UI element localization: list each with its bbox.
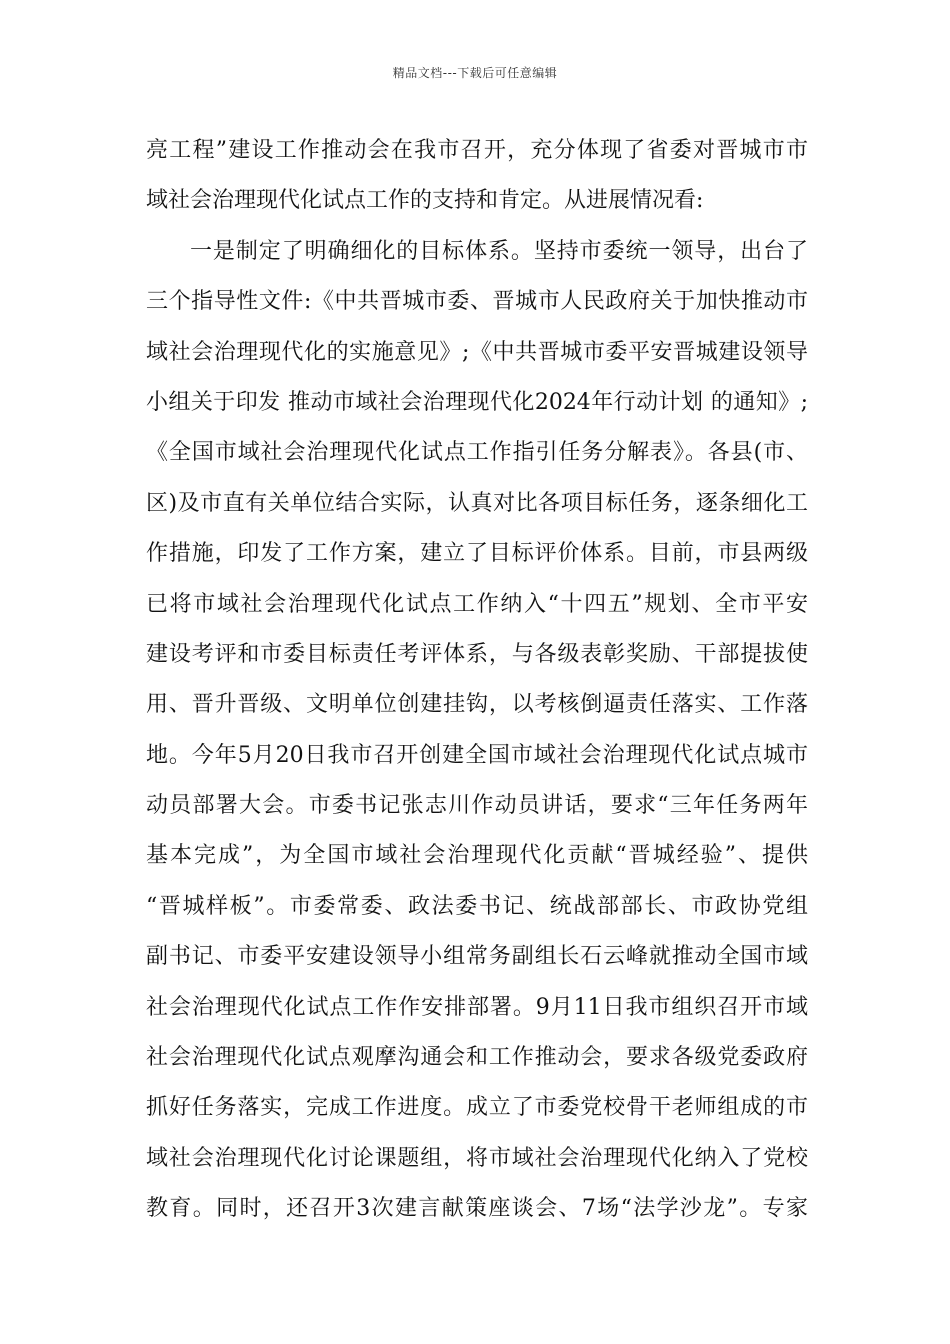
text-line: 三个指导性文件:《中共晋城市委、晋城市人民政府关于加快推动市: [146, 289, 808, 315]
page-header: 精品文档---下载后可任意编辑: [392, 66, 558, 80]
text-line: 动员部署大会。市委书记张志川作动员讲话，要求“三年任务两年: [146, 793, 808, 819]
text-line: 用、晋升晋级、文明单位创建挂钩，以考核倒逼责任落实、工作落: [146, 692, 808, 718]
text-line: 小组关于印发 推动市域社会治理现代化2024年行动计划 的通知》;: [146, 389, 808, 415]
text-line: 基本完成”，为全国市域社会治理现代化贡献“晋城经验”、提供: [146, 843, 808, 869]
text-line: 社会治理现代化试点观摩沟通会和工作推动会，要求各级党委政府: [146, 1045, 808, 1071]
text-line: 地。今年5月20日我市召开创建全国市域社会治理现代化试点城市: [146, 742, 808, 768]
text-line: 副书记、市委平安建设领导小组常务副组长石云峰就推动全国市域: [146, 944, 808, 970]
text-line: 一是制定了明确细化的目标体系。坚持市委统一领导，出台了: [190, 238, 808, 264]
text-line: 亮工程”建设工作推动会在我市召开，充分体现了省委对晋城市市: [146, 138, 808, 163]
text-line: 区)及市直有关单位结合实际，认真对比各项目标任务，逐条细化工: [146, 490, 808, 516]
text-line: 建设考评和市委目标责任考评体系，与各级表彰奖励、干部提拔使: [146, 641, 808, 667]
text-line: 域社会治理现代化的实施意见》;《中共晋城市委平安晋城建设领导: [146, 339, 808, 365]
text-line: 已将市域社会治理现代化试点工作纳入“十四五”规划、全市平安: [146, 591, 808, 617]
text-line: 《全国市域社会治理现代化试点工作指引任务分解表》。各县(市、: [146, 440, 808, 466]
text-line: “晋城样板”。市委常委、政法委书记、统战部部长、市政协党组: [146, 893, 808, 919]
text-line: 社会治理现代化试点工作作安排部署。9月11日我市组织召开市域: [146, 994, 808, 1020]
text-line: 域社会治理现代化讨论课题组，将市域社会治理现代化纳入了党校: [146, 1145, 808, 1171]
text-line: 抓好任务落实，完成工作进度。成立了市委党校骨干老师组成的市: [146, 1095, 808, 1121]
text-line: 教育。同时，还召开3次建言献策座谈会、7场“法学沙龙”。专家: [146, 1196, 808, 1222]
text-line: 域社会治理现代化试点工作的支持和肯定。从进展情况看:: [146, 188, 704, 214]
document-body: [146, 126, 808, 1235]
text-line: 作措施，印发了工作方案，建立了目标评价体系。目前，市县两级: [146, 541, 808, 567]
